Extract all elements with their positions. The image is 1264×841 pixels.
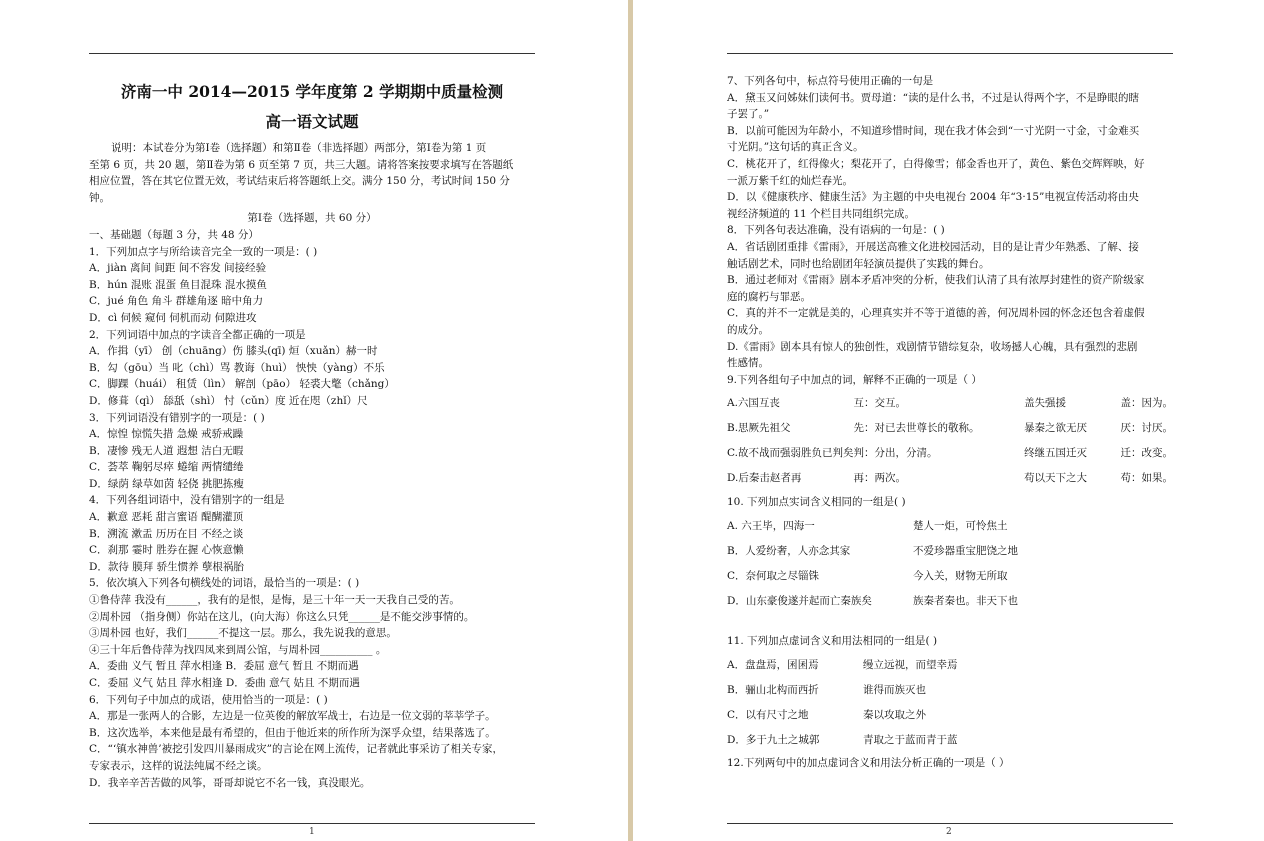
question-line: D．修葺（qì） 舔舐（shì） 忖（cǔn）度 近在咫（zhǐ）尺 [89,394,368,407]
question-line: A．作揖（yī） 创（chuāng）伤 膝头(qī) 烜（xuǎn）赫一时 [89,345,378,358]
exam-page-1 [0,0,628,841]
option-cell: 苟：如果。 [1120,472,1173,485]
question-line: D．款待 膜拜 骄生惯养 孽根祸胎 [89,560,244,573]
question-line: 一派万紫千红的灿烂春光。 [727,174,853,187]
question-line: A．黛玉又问姊妹们读何书。贾母道：“读的是什么书，不过是认得两个字，不是睁眼的瞎 [727,91,1139,104]
q9-option-row [727,391,1173,416]
question-line: ④三十年后鲁侍萍为找四凤来到周公馆，与周朴园__________ 。 [89,643,387,656]
question-line: 1．下列加点字与所给读音完全一致的一项是：( ) [89,245,318,258]
option-cell: 楚人一炬，可怜焦土 [913,520,1008,533]
option-cell: 秦以攻取之外 [863,708,926,721]
question-line: C．“‘镇水神兽’被挖引发四川暴雨成灾”的言论在网上流传，记者就此事采访了相关专家， [89,743,503,756]
question-line: A．歉意 恶耗 甜言蜜语 醍醐灌顶 [89,511,244,524]
question-line: C．荟萃 鞠躬尽瘁 蜷缩 两情缱绻 [89,461,244,474]
question-line: 一、基础题（每题 3 分，共 48 分） [89,228,259,241]
q10-option-row [727,514,1173,539]
exam-title: 济南一中 2014—2015 学年度第 2 学期期中质量检测 [120,82,504,101]
question-line: D．以《健康秩序、健康生活》为主题的中央电视台 2004 年“3·15”电视宣传活动将由央 [727,191,1139,204]
question-line: 性感情。 [727,357,769,370]
footer-rule [727,823,1173,824]
option-cell: B．骊山北构而西折 [727,683,819,696]
question-line: D．cì 伺候 窥伺 伺机而动 伺隙进攻 [89,311,257,324]
question-line: 庭的腐朽与罪恶。 [727,290,811,303]
option-cell: C.故不战而强弱胜负已判矣 [727,447,854,460]
instruction-line: 钟。 [89,191,110,204]
q10-question: 10. 下列加点实词含义相同的一组是( ) [727,496,906,509]
exam-subtitle: 高一语文试题 [265,112,359,131]
option-cell: 苟以天下之大 [1024,472,1088,485]
question-line: B．以前可能因为年龄小，不知道珍惜时间，现在我才体会到“一寸光阴一寸金，寸金难买 [727,124,1140,137]
question-line: 9.下列各组句子中加点的词，解释不正确的一项是（ ） [727,373,982,386]
question-line: 3．下列词语没有错别字的一项是：( ) [89,411,265,424]
q11-option-row [727,677,1173,702]
page-1-content [89,82,535,791]
page-2-content [727,73,1173,772]
question-line: 7、下列各句中，标点符号使用正确的一句是 [727,75,934,87]
option-cell: B．人爱纷奢，人亦念其家 [727,545,851,558]
question-line: B．hún 混账 混蛋 鱼目混珠 混水摸鱼 [89,278,267,291]
question-line: C．脚踝（huái） 租赁（lìn） 解剖（pāo） 轻裘大氅（chǎng） [89,378,395,391]
question-line: A．省话剧团重排《雷雨》，开展送高雅文化进校园活动，目的是让青少年熟悉、了解、接 [727,240,1139,253]
option-cell: 先：对已去世尊长的敬称。 [853,422,980,435]
q11-option-row [727,652,1173,677]
option-cell: 盖失强援 [1024,397,1067,410]
option-cell: C．奈何取之尽锱铢 [727,570,820,583]
option-cell: 判：分出，分清。 [853,447,938,460]
option-cell: 盖：因为。 [1120,397,1173,410]
q9-option-row [727,441,1173,466]
question-line: A．jiàn 离间 间距 间不容发 间接经验 [89,262,267,275]
footer-rule [89,823,535,824]
option-cell: 迁：改变。 [1120,447,1173,460]
page-number: 2 [946,827,952,837]
question-list [727,73,1173,388]
question-line: D．我辛辛苦苦做的风筝，哥哥却说它不名一钱，真没眼光。 [89,776,371,789]
section-heading: 第Ⅰ卷（选择题，共 60 分） [247,212,377,225]
option-cell: 缦立远视，而望幸焉 [863,658,958,671]
question-line: A．惊惶 惊慌失措 急燥 戒骄戒躁 [89,428,244,441]
question-line: 5．依次填入下列各句横线处的词语，最恰当的一项是：( ) [89,577,360,590]
exam-page-2 [633,0,1264,841]
question-line: 4．下列各组词语中，没有错别字的一组是 [89,494,285,507]
question-list [89,227,535,791]
option-cell: 族秦者秦也。非天下也 [913,595,1018,608]
question-line: C．刹那 霎时 胜券在握 心恢意懒 [89,544,244,557]
instruction-line: 相应位置，答在其它位置无效，考试结束后将答题纸上交。满分 150 分，考试时间 150 分 [89,175,510,188]
q10-options [727,514,1173,614]
question-line: 6．下列句子中加点的成语，使用恰当的一项是：( ) [89,693,328,706]
question-line: D．绿荫 绿草如茵 轻侥 挑肥拣瘦 [89,477,244,490]
question-line: B．凄惨 残无人道 遐想 洁白无暇 [89,444,244,457]
option-cell: 互：交互。 [853,397,906,410]
q10-option-row [727,539,1173,564]
question-line: A．委曲 义气 暂且 萍水相逢 B．委屈 意气 暂且 不期而遇 [89,660,359,673]
question-line: D.《雷雨》剧本具有惊人的独创性，戏剧情节错综复杂，收场撼人心魄，具有强烈的悲剧 [727,340,1138,353]
q11-option-row [727,727,1173,752]
option-cell: 暴秦之欲无厌 [1024,422,1088,435]
instruction-line: 至第 6 页，共 20 题，第Ⅱ卷为第 6 页至第 7 页，共三大题。请将答案按要求填写在答题纸 [89,158,514,171]
question-line: 2．下列词语中加点的字读音全都正确的一项是 [89,328,306,341]
question-line: ①鲁侍萍 我没有______，我有的是恨，是悔，是三十年一天一天我自己受的苦。 [89,594,460,607]
question-line: C．真的并不一定就是美的，心理真实并不等于道德的善，何况周朴园的怀念还包含着虚假 [727,307,1145,320]
option-cell: D．山东豪俊遂并起而亡秦族矣 [727,595,872,608]
option-cell: D.后秦击赵者再 [727,472,802,485]
q12-question: 12.下列两句中的加点虚词含义和用法分析正确的一项是（ ） [727,757,1010,770]
question-line: 视经济频道的 11 个栏目共同组织完成。 [727,207,916,220]
question-line: 的成分。 [727,323,769,336]
question-line: B．通过老师对《雷雨》剧本矛盾冲突的分析，使我们认清了具有浓厚封建性的资产阶级家 [727,274,1145,287]
option-cell: 谁得而族灭也 [863,683,926,696]
option-cell: A．盘盘焉，囷囷焉 [727,658,819,671]
question-line: 触话剧艺术，同时也给剧团年轻演员提供了实践的舞台。 [727,257,990,270]
header-rule [727,53,1173,54]
question-line: ②周朴园 （指身侧）你站在这儿，(向大海）你这么只凭______是不能交涉事情的。 [89,610,475,623]
question-line: B．溯流 漱盂 历历在目 不经之谈 [89,527,244,540]
question-line: A．那是一张两人的合影，左边是一位英俊的解放军战士，右边是一位文弱的莘莘学子。 [89,710,496,723]
question-line: C．jué 角色 角斗 群雄角逐 暗中角力 [89,295,264,308]
option-cell: 厌：讨厌。 [1120,422,1173,435]
q11-options [727,652,1173,752]
header-rule [89,53,535,54]
option-cell: D．多于九土之城郭 [727,733,820,746]
question-line: B．这次选举，本来他是最有希望的，但由于他近来的所作所为深孚众望，结果落选了。 [89,726,496,739]
question-line: 子罢了。” [727,108,770,121]
question-line: 8．下列各句表达准确，没有语病的一句是：( ) [727,224,945,237]
q9-options [727,391,1173,491]
question-line: C．桃花开了，红得像火；梨花开了，白得像雪；郁金香也开了，黄色、紫色交辉辉映，好 [727,157,1145,170]
page-number: 1 [309,827,315,837]
option-cell: 再：两次。 [853,472,906,485]
option-cell: 青取之于蓝而青于蓝 [863,733,958,746]
q10-option-row [727,589,1173,614]
q10-option-row [727,564,1173,589]
question-line: 寸光阴。”这句话的真正含义。 [727,141,864,154]
question-line: 专家表示，这样的说法纯属不经之谈。 [89,759,268,772]
option-cell: A. 六王毕，四海一 [727,520,815,533]
instruction-line: 说明：本试卷分为第Ⅰ卷（选择题）和第Ⅱ卷（非选择题）两部分，第Ⅰ卷为第 1 页 [111,142,487,154]
q11-option-row [727,702,1173,727]
question-line: ③周朴园 也好，我们______不提这一层。那么，我先说我的意思。 [89,627,397,640]
question-line: B．勾（gōu）当 叱（chì）骂 教诲（huì） 怏怏（yàng）不乐 [89,361,385,374]
option-cell: 终继五国迁灭 [1024,447,1088,460]
instructions [89,140,535,206]
option-cell: B.思厥先祖父 [727,422,791,435]
question-line: C．委屈 义气 姑且 萍水相逢 D．委曲 意气 姑且 不期而遇 [89,677,360,689]
option-cell: C．以有尺寸之地 [727,708,809,721]
option-cell: 不爱珍器重宝肥饶之地 [913,545,1018,558]
option-cell: 今入关，财物无所取 [913,570,1008,583]
q9-option-row [727,416,1173,441]
option-cell: A.六国互丧 [727,397,780,410]
q11-question: 11. 下列加点虚词含义和用法相同的一组是( ) [727,634,938,647]
q9-option-row [727,466,1173,491]
